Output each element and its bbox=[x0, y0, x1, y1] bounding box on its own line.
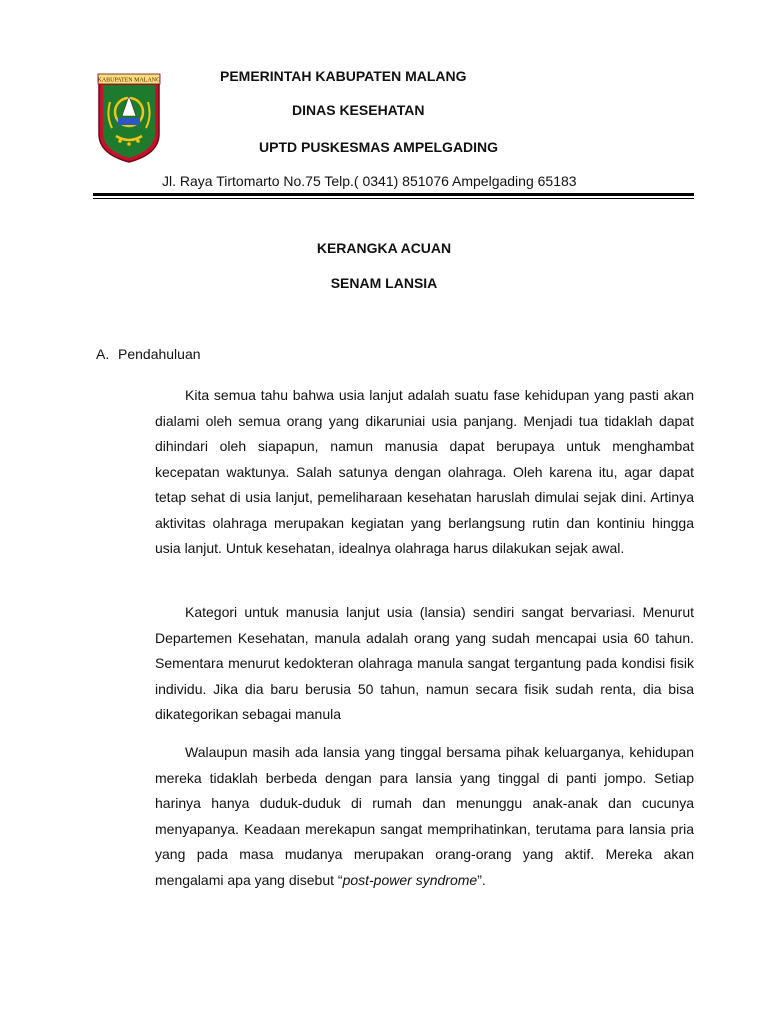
letterhead-department: DINAS KESEHATAN bbox=[292, 102, 425, 118]
letterhead-government: PEMERINTAH KABUPATEN MALANG bbox=[220, 68, 467, 84]
kabupaten-malang-emblem bbox=[96, 72, 162, 164]
paragraph-2: Kategori untuk manusia lanjut usia (lansia) sendiri sangat bervariasi. Menurut Departemen Kesehatan, manula adalah orang yang sudah mencapai usia 60 tahun. Sementara menurut kedokteran olahraga manula sangat tergantung pada kondisi fisik individu. Jika dia baru berusia 50 tahun, namun secara fisik sudah renta, dia bisa dikategorikan sebagai manula bbox=[155, 604, 694, 722]
section-number: A. bbox=[96, 346, 110, 362]
letterhead-office: UPTD PUSKESMAS AMPELGADING bbox=[259, 139, 499, 155]
paragraph-3-end: ”. bbox=[477, 871, 486, 888]
document-title: KERANGKA ACUAN bbox=[316, 240, 452, 256]
letterhead-rule-thick bbox=[93, 193, 694, 196]
paragraph-3-term: post-power syndrome bbox=[342, 871, 478, 888]
section-title: Pendahuluan bbox=[118, 346, 201, 362]
paragraph-3-text: Walaupun masih ada lansia yang tinggal bersama pihak keluarganya, kehidupan mereka tidaklah berbeda dengan para lansia yang tinggal di panti jompo. Setiap harinya hanya duduk-duduk di rumah dan menunggu anak-anak dan cucunya menyapanya. Keadaan merekapun sangat memprihatinkan, terutama para lansia pria yang pada masa mudanya merupakan orang-orang yang aktif. Mereka akan mengalami apa yang disebut “ bbox=[155, 744, 694, 888]
letterhead-address: Jl. Raya Tirtomarto No.75 Telp.( 0341) 851076 Ampelgading 65183 bbox=[162, 173, 577, 189]
emblem-banner-text: KABUPATEN MALANG bbox=[97, 77, 161, 84]
letterhead-rule-thin bbox=[93, 198, 694, 199]
paragraph-3 bbox=[155, 740, 694, 893]
paragraph-1: Kita semua tahu bahwa usia lanjut adalah suatu fase kehidupan yang pasti akan dialami oleh semua orang yang dikaruniai usia panjang. Menjadi tua tidaklah dapat dihindari oleh siapapun, namun manusia dapat berupaya untuk menghambat kecepatan waktunya. Salah satunya dengan olahraga. Oleh karena itu, agar dapat tetap sehat di usia lanjut, pemeliharaan kesehatan haruslah dimulai sejak dini. Artinya aktivitas olahraga merupakan kegiatan yang berlangsung rutin dan kontiniu hingga usia lanjut. Untuk kesehatan, idealnya olahraga harus dilakukan sejak awal. bbox=[155, 387, 694, 556]
document-subtitle: SENAM LANSIA bbox=[330, 275, 438, 291]
section-heading bbox=[96, 346, 201, 362]
